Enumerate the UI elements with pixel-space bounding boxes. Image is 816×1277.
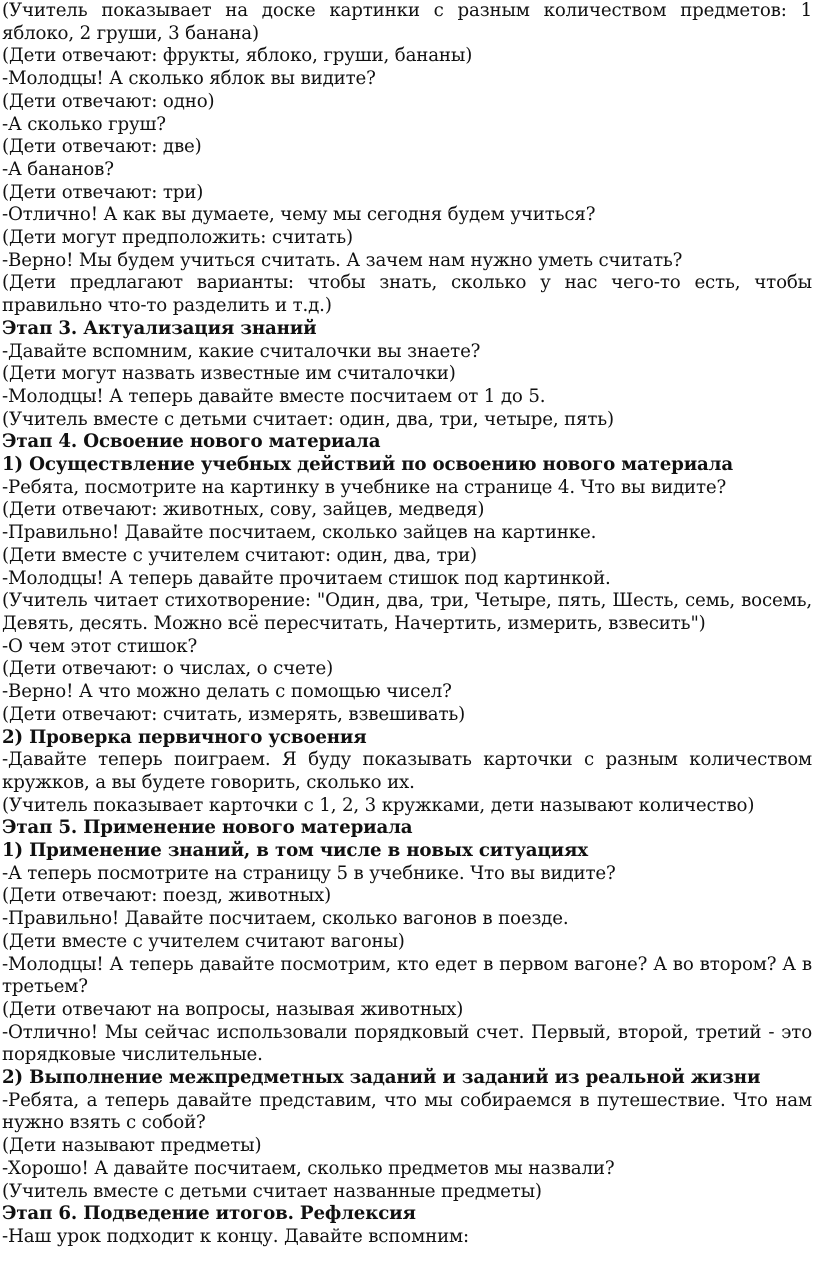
section-heading: Этап 5. Применение нового материала	[2, 817, 413, 839]
paragraph: -Ребята, а теперь давайте представим, что мы собираемся в путешествие. Что нам нужно взять с собой?	[2, 1089, 812, 1134]
paragraph: -Молодцы! А сколько яблок вы видите?	[2, 68, 376, 90]
paragraph: -О чем этот стишок?	[2, 635, 198, 657]
paragraph: (Дети могут назвать известные им считалочки)	[2, 363, 456, 385]
paragraph: -Давайте вспомним, какие считалочки вы знаете?	[2, 340, 481, 362]
paragraph: (Дети вместе с учителем считают вагоны)	[2, 930, 405, 952]
section-heading: 2) Выполнение межпредметных заданий и заданий из реальной жизни	[2, 1067, 761, 1089]
paragraph: -Хорошо! А давайте посчитаем, сколько предметов мы назвали?	[2, 1157, 615, 1179]
paragraph: -Давайте теперь поиграем. Я буду показывать карточки с разным количеством кружков, а вы будете говорить, сколько их.	[2, 749, 812, 793]
paragraph: -Верно! Мы будем учиться считать. А зачем нам нужно уметь считать?	[2, 249, 683, 271]
paragraph: (Учитель показывает карточки с 1, 2, 3 кружками, дети называют количество)	[2, 794, 755, 816]
paragraph: -А теперь посмотрите на страницу 5 в учебнике. Что вы видите?	[2, 862, 616, 884]
paragraph: (Учитель вместе с детьми считает: один, два, три, четыре, пять)	[2, 408, 614, 430]
paragraph: (Дети отвечают: одно)	[2, 90, 215, 112]
paragraph: (Дети отвечают: животных, сову, зайцев, медведя)	[2, 499, 485, 521]
section-heading: 1) Осуществление учебных действий по освоению нового материала	[2, 454, 733, 476]
paragraph: (Дети отвечают: считать, измерять, взвешивать)	[2, 703, 466, 725]
paragraph: -Наш урок подходит к концу. Давайте вспомним:	[2, 1225, 470, 1247]
paragraph: -Отлично! А как вы думаете, чему мы сегодня будем учиться?	[2, 204, 596, 226]
paragraph: (Дети отвечают на вопросы, называя животных)	[2, 998, 464, 1020]
paragraph: -Молодцы! А теперь давайте вместе посчитаем от 1 до 5.	[2, 385, 546, 407]
paragraph: -Правильно! Давайте посчитаем, сколько зайцев на картинке.	[2, 522, 597, 544]
paragraph: (Учитель вместе с детьми считает названные предметы)	[2, 1180, 542, 1202]
paragraph: -Отлично! Мы сейчас использовали порядковый счет. Первый, второй, третий - это порядковые числительные.	[2, 1021, 812, 1066]
paragraph: (Учитель показывает на доске картинки с разным количеством предметов: 1 яблоко, 2 груши, 3 банана)	[2, 0, 812, 44]
paragraph: (Дети отвечают: фрукты, яблоко, груши, бананы)	[2, 45, 473, 67]
paragraph: (Дети предлагают варианты: чтобы знать, сколько у нас чего-то есть, чтобы правильно что-то разделить и т.д.)	[2, 272, 812, 317]
paragraph: -А бананов?	[2, 158, 114, 180]
paragraph: -Молодцы! А теперь давайте прочитаем стишок под картинкой.	[2, 567, 611, 589]
paragraph: -Ребята, посмотрите на картинку в учебнике на странице 4. Что вы видите?	[2, 476, 727, 498]
section-heading: Этап 3. Актуализация знаний	[2, 317, 317, 339]
paragraph: -Верно! А что можно делать с помощью чисел?	[2, 681, 452, 703]
paragraph: (Дети вместе с учителем считают: один, два, три)	[2, 544, 477, 566]
paragraph: (Дети отвечают: три)	[2, 181, 204, 203]
paragraph: (Дети отвечают: две)	[2, 136, 202, 158]
section-heading: 1) Применение знаний, в том числе в новых ситуациях	[2, 840, 588, 862]
section-heading: 2) Проверка первичного усвоения	[2, 726, 367, 748]
section-heading: Этап 6. Подведение итогов. Рефлексия	[2, 1203, 416, 1225]
paragraph: (Дети могут предположить: считать)	[2, 227, 354, 249]
paragraph: -Молодцы! А теперь давайте посмотрим, кто едет в первом вагоне? А во втором? А в третьем?	[2, 953, 812, 998]
paragraph: (Дети отвечают: поезд, животных)	[2, 885, 332, 907]
paragraph: (Учитель читает стихотворение: "Один, два, три, Четыре, пять, Шесть, семь, восемь, Девять, десять. Можно всё пересчитать, Начертить, измерить, взвесить")	[2, 590, 812, 634]
section-heading: Этап 4. Освоение нового материала	[2, 431, 381, 453]
paragraph: (Дети отвечают: о числах, о счете)	[2, 658, 334, 680]
paragraph: (Дети называют предметы)	[2, 1135, 262, 1157]
paragraph: -Правильно! Давайте посчитаем, сколько вагонов в поезде.	[2, 908, 569, 930]
paragraph: -А сколько груш?	[2, 113, 166, 135]
